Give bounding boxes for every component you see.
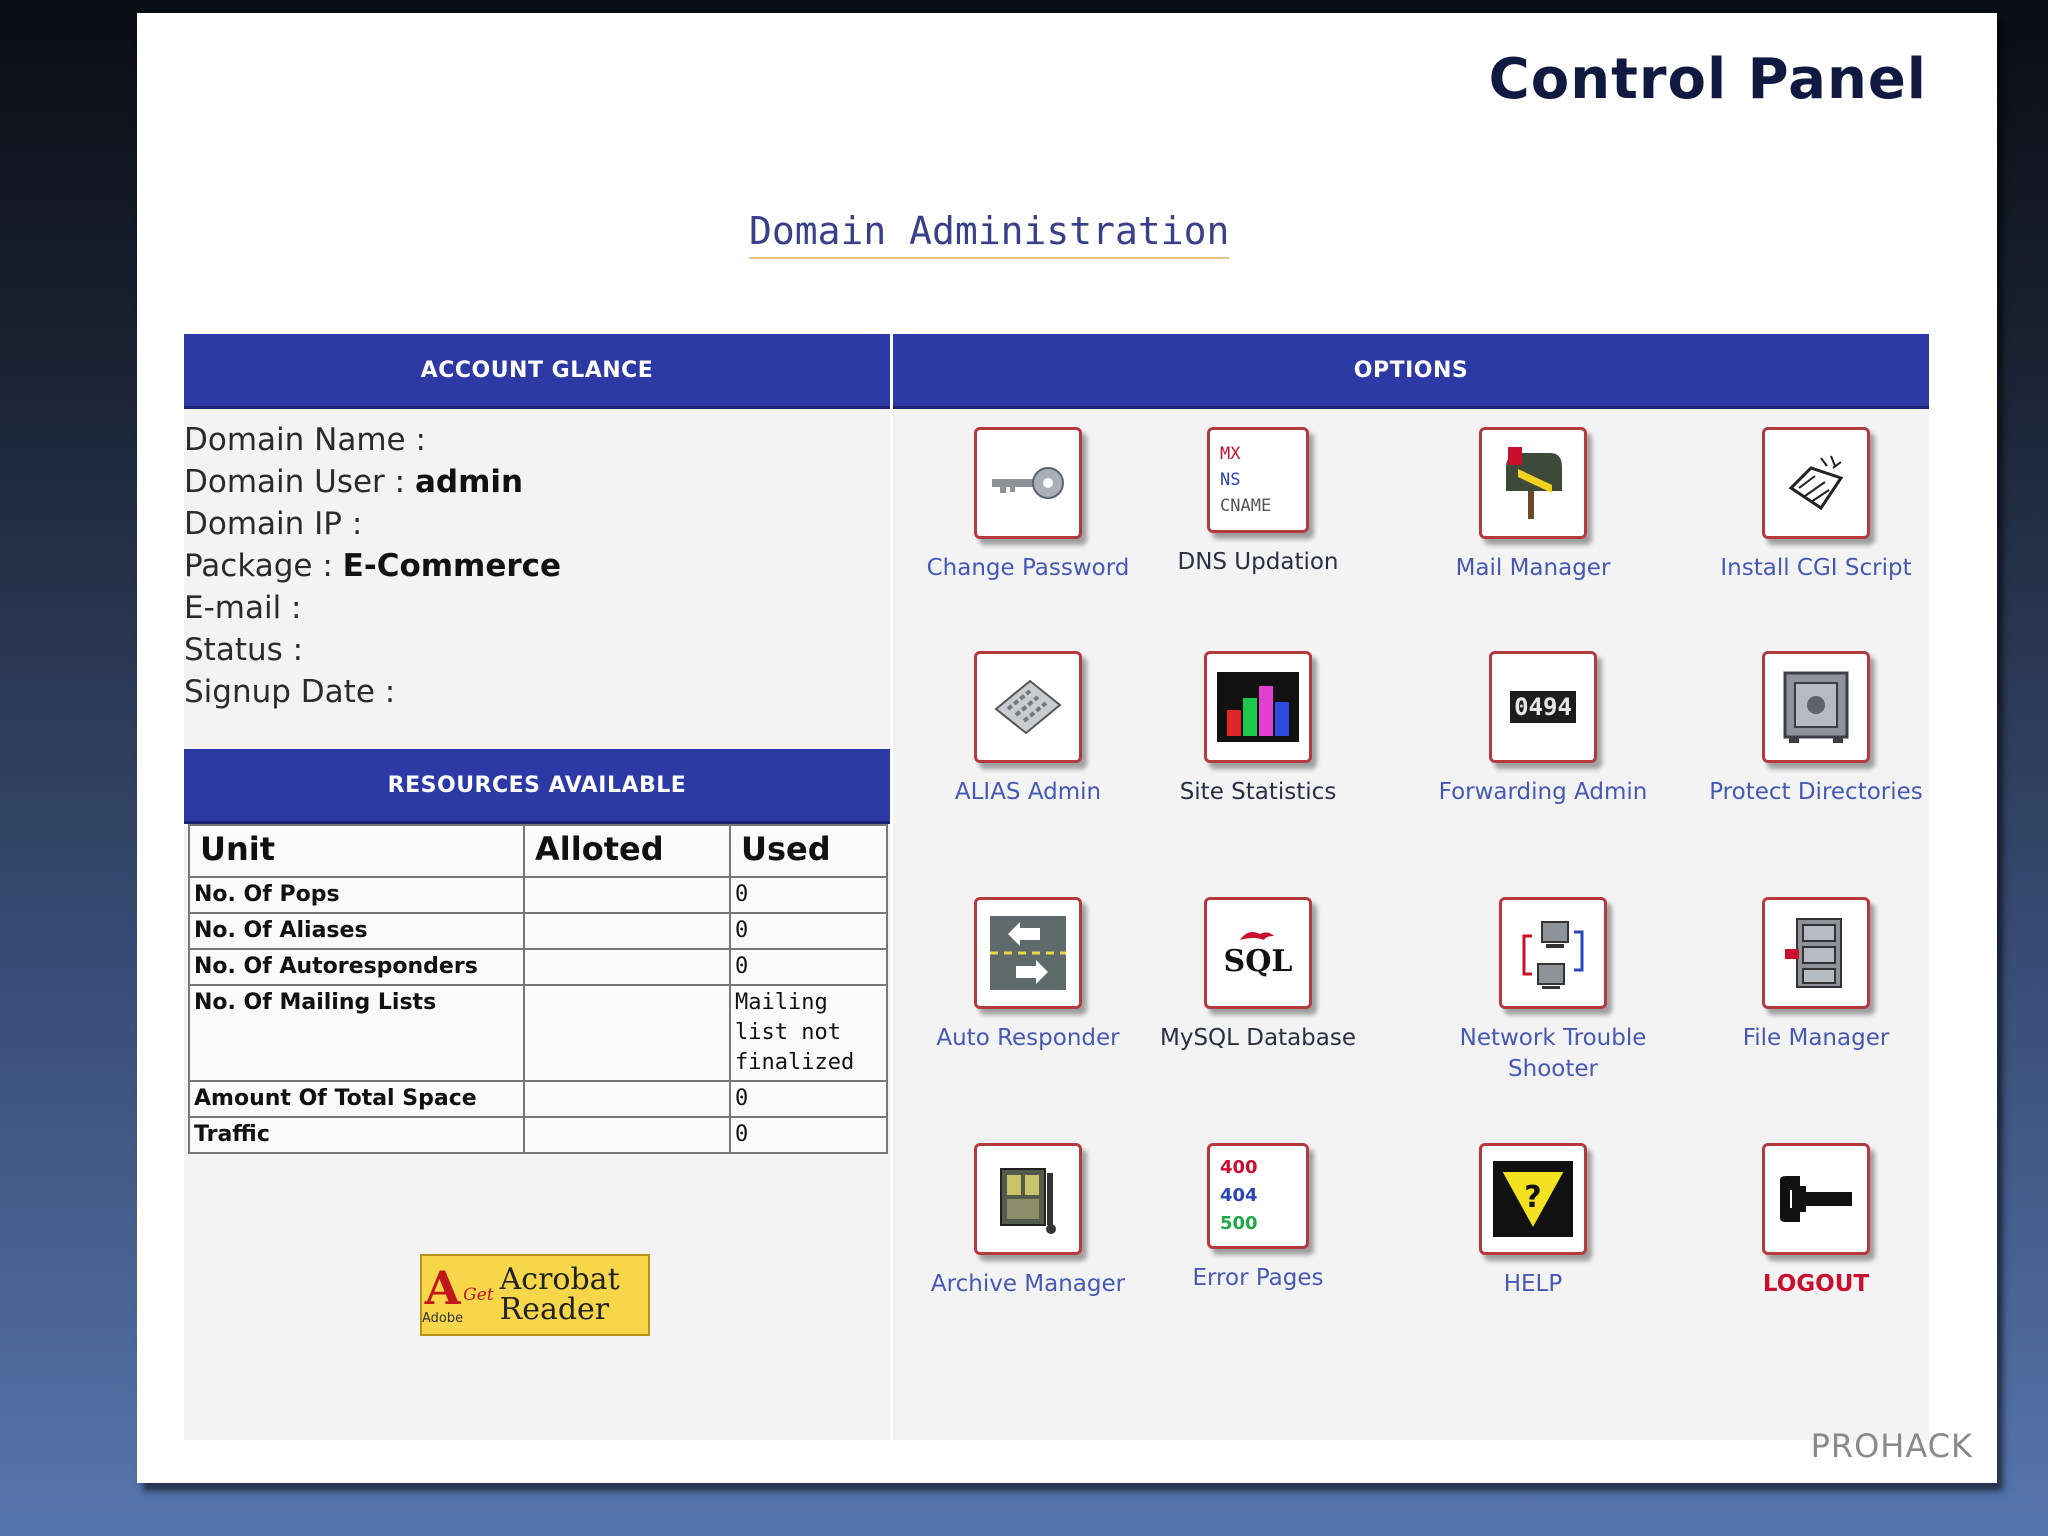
glance-status [184,629,890,671]
option-label: HELP [1503,1271,1563,1297]
cell-used: Mailing list not finalized [730,985,887,1081]
help-warning-icon [1479,1143,1587,1255]
option-label: Mail Manager [1455,555,1611,581]
key-icon [974,427,1082,539]
account-glance-list [184,419,890,713]
option-error-pages[interactable] [1133,1143,1383,1294]
option-logout[interactable] [1691,1143,1941,1300]
option-forwarding-admin[interactable] [1418,651,1668,808]
options-header: OPTIONS [893,334,1929,409]
adobe-logo-icon: A Adobe [422,1260,464,1326]
get-acrobat-reader-badge[interactable] [420,1254,650,1336]
options-grid [893,409,1929,1439]
glance-label: Domain Name : [184,422,426,458]
keyboard-icon [974,651,1082,763]
option-label: Auto Responder [936,1025,1120,1051]
resources-table [188,824,888,1154]
sql-icon [1204,897,1312,1009]
option-label: Forwarding Admin [1438,779,1648,805]
glance-label: Signup Date : [184,674,396,710]
glance-domain-user [184,461,890,503]
table-row [189,877,887,913]
account-glance-header: ACCOUNT GLANCE [184,334,890,409]
column-header-used: Used [730,825,887,877]
option-network-trouble-shooter[interactable] [1428,897,1678,1085]
glance-package [184,545,890,587]
option-label: LOGOUT [1762,1271,1870,1297]
cell-unit: No. Of Mailing Lists [189,985,524,1081]
option-label: ALIAS Admin [954,779,1102,805]
option-label: Site Statistics [1179,779,1337,805]
table-row [189,1081,887,1117]
glance-label: Domain User : [184,464,406,500]
option-label: DNS Updation [1177,549,1339,575]
page-title: Control Panel [1488,47,1927,112]
option-file-manager[interactable] [1691,897,1941,1054]
error-code-404: 404 [1220,1185,1258,1206]
glance-email [184,587,890,629]
cell-unit: No. Of Autoresponders [189,949,524,985]
dns-cname-text: CNAME [1220,496,1272,516]
option-mysql-database[interactable] [1133,897,1383,1054]
error-code-500: 500 [1220,1213,1258,1234]
cell-unit: No. Of Pops [189,877,524,913]
glance-label: Status : [184,632,304,668]
option-install-cgi-script[interactable] [1691,427,1941,584]
cell-alloted [524,1081,730,1117]
dolphin-icon [1238,928,1278,944]
counter-display-icon [1489,651,1597,763]
option-label: MySQL Database [1159,1025,1357,1051]
file-cabinet-icon [1762,897,1870,1009]
option-label: Change Password [926,555,1130,581]
script-icon [1762,427,1870,539]
option-alias-admin[interactable] [903,651,1153,808]
option-label: Network Trouble Shooter [1459,1025,1647,1082]
cell-used: 0 [730,1081,887,1117]
cell-used: 0 [730,949,887,985]
counter-digits: 0494 [1510,691,1576,723]
cell-unit: No. Of Aliases [189,913,524,949]
control-panel-page [137,13,1997,1483]
column-header-alloted: Alloted [524,825,730,877]
dns-ns-text: NS [1220,470,1241,490]
cell-alloted [524,877,730,913]
error-codes-icon [1207,1143,1309,1249]
safe-icon [1762,651,1870,763]
network-icon [1499,897,1607,1009]
table-header-row [189,825,887,877]
cell-alloted [524,1117,730,1153]
table-row [189,985,887,1081]
glance-label: Domain IP : [184,506,363,542]
option-label: Protect Directories [1709,779,1923,805]
acrobat-get-text: Get [463,1285,494,1305]
archive-icon [974,1143,1082,1255]
option-label: Install CGI Script [1720,555,1912,581]
domain-administration-heading: Domain Administration [749,209,1229,259]
glance-signup-date [184,671,890,713]
options-column [893,334,1929,1440]
resources-available-header: RESOURCES AVAILABLE [184,749,890,824]
cell-unit: Traffic [189,1117,524,1153]
option-archive-manager[interactable] [903,1143,1153,1300]
glance-label: E-mail : [184,590,302,626]
error-code-400: 400 [1220,1157,1258,1178]
bar-chart-icon [1204,651,1312,763]
option-mail-manager[interactable] [1408,427,1658,584]
cell-alloted [524,985,730,1081]
prohack-watermark: PROHACK [1810,1427,1973,1465]
option-auto-responder[interactable] [903,897,1153,1054]
table-row [189,913,887,949]
option-site-statistics[interactable] [1133,651,1383,808]
dns-records-icon [1207,427,1309,533]
column-header-unit: Unit [189,825,524,877]
table-row [189,949,887,985]
sql-text: SQL [1223,943,1293,979]
account-column [184,334,890,1440]
option-label: Error Pages [1192,1265,1324,1291]
option-label: Archive Manager [930,1271,1126,1297]
cell-used: 0 [730,877,887,913]
glance-value: E-Commerce [342,548,562,584]
mailbox-icon [1479,427,1587,539]
option-label: File Manager [1742,1025,1890,1051]
acrobat-reader-text: Acrobat Reader [499,1262,620,1327]
glance-domain-name [184,419,890,461]
wrench-icon [1762,1143,1870,1255]
option-dns-updation[interactable] [1133,427,1383,578]
glance-label: Package : [184,548,333,584]
option-help[interactable] [1408,1143,1658,1300]
glance-value: admin [414,464,524,500]
glance-domain-ip [184,503,890,545]
cell-used: 0 [730,913,887,949]
option-change-password[interactable] [903,427,1153,584]
option-protect-directories[interactable] [1691,651,1941,808]
help-question-mark: ? [1524,1180,1542,1215]
table-row [189,1117,887,1153]
cell-alloted [524,949,730,985]
cell-unit: Amount Of Total Space [189,1081,524,1117]
cell-alloted [524,913,730,949]
adobe-brand-text: Adobe [422,1310,464,1326]
dns-mx-text: MX [1220,444,1241,464]
arrows-icon [974,897,1082,1009]
cell-used: 0 [730,1117,887,1153]
